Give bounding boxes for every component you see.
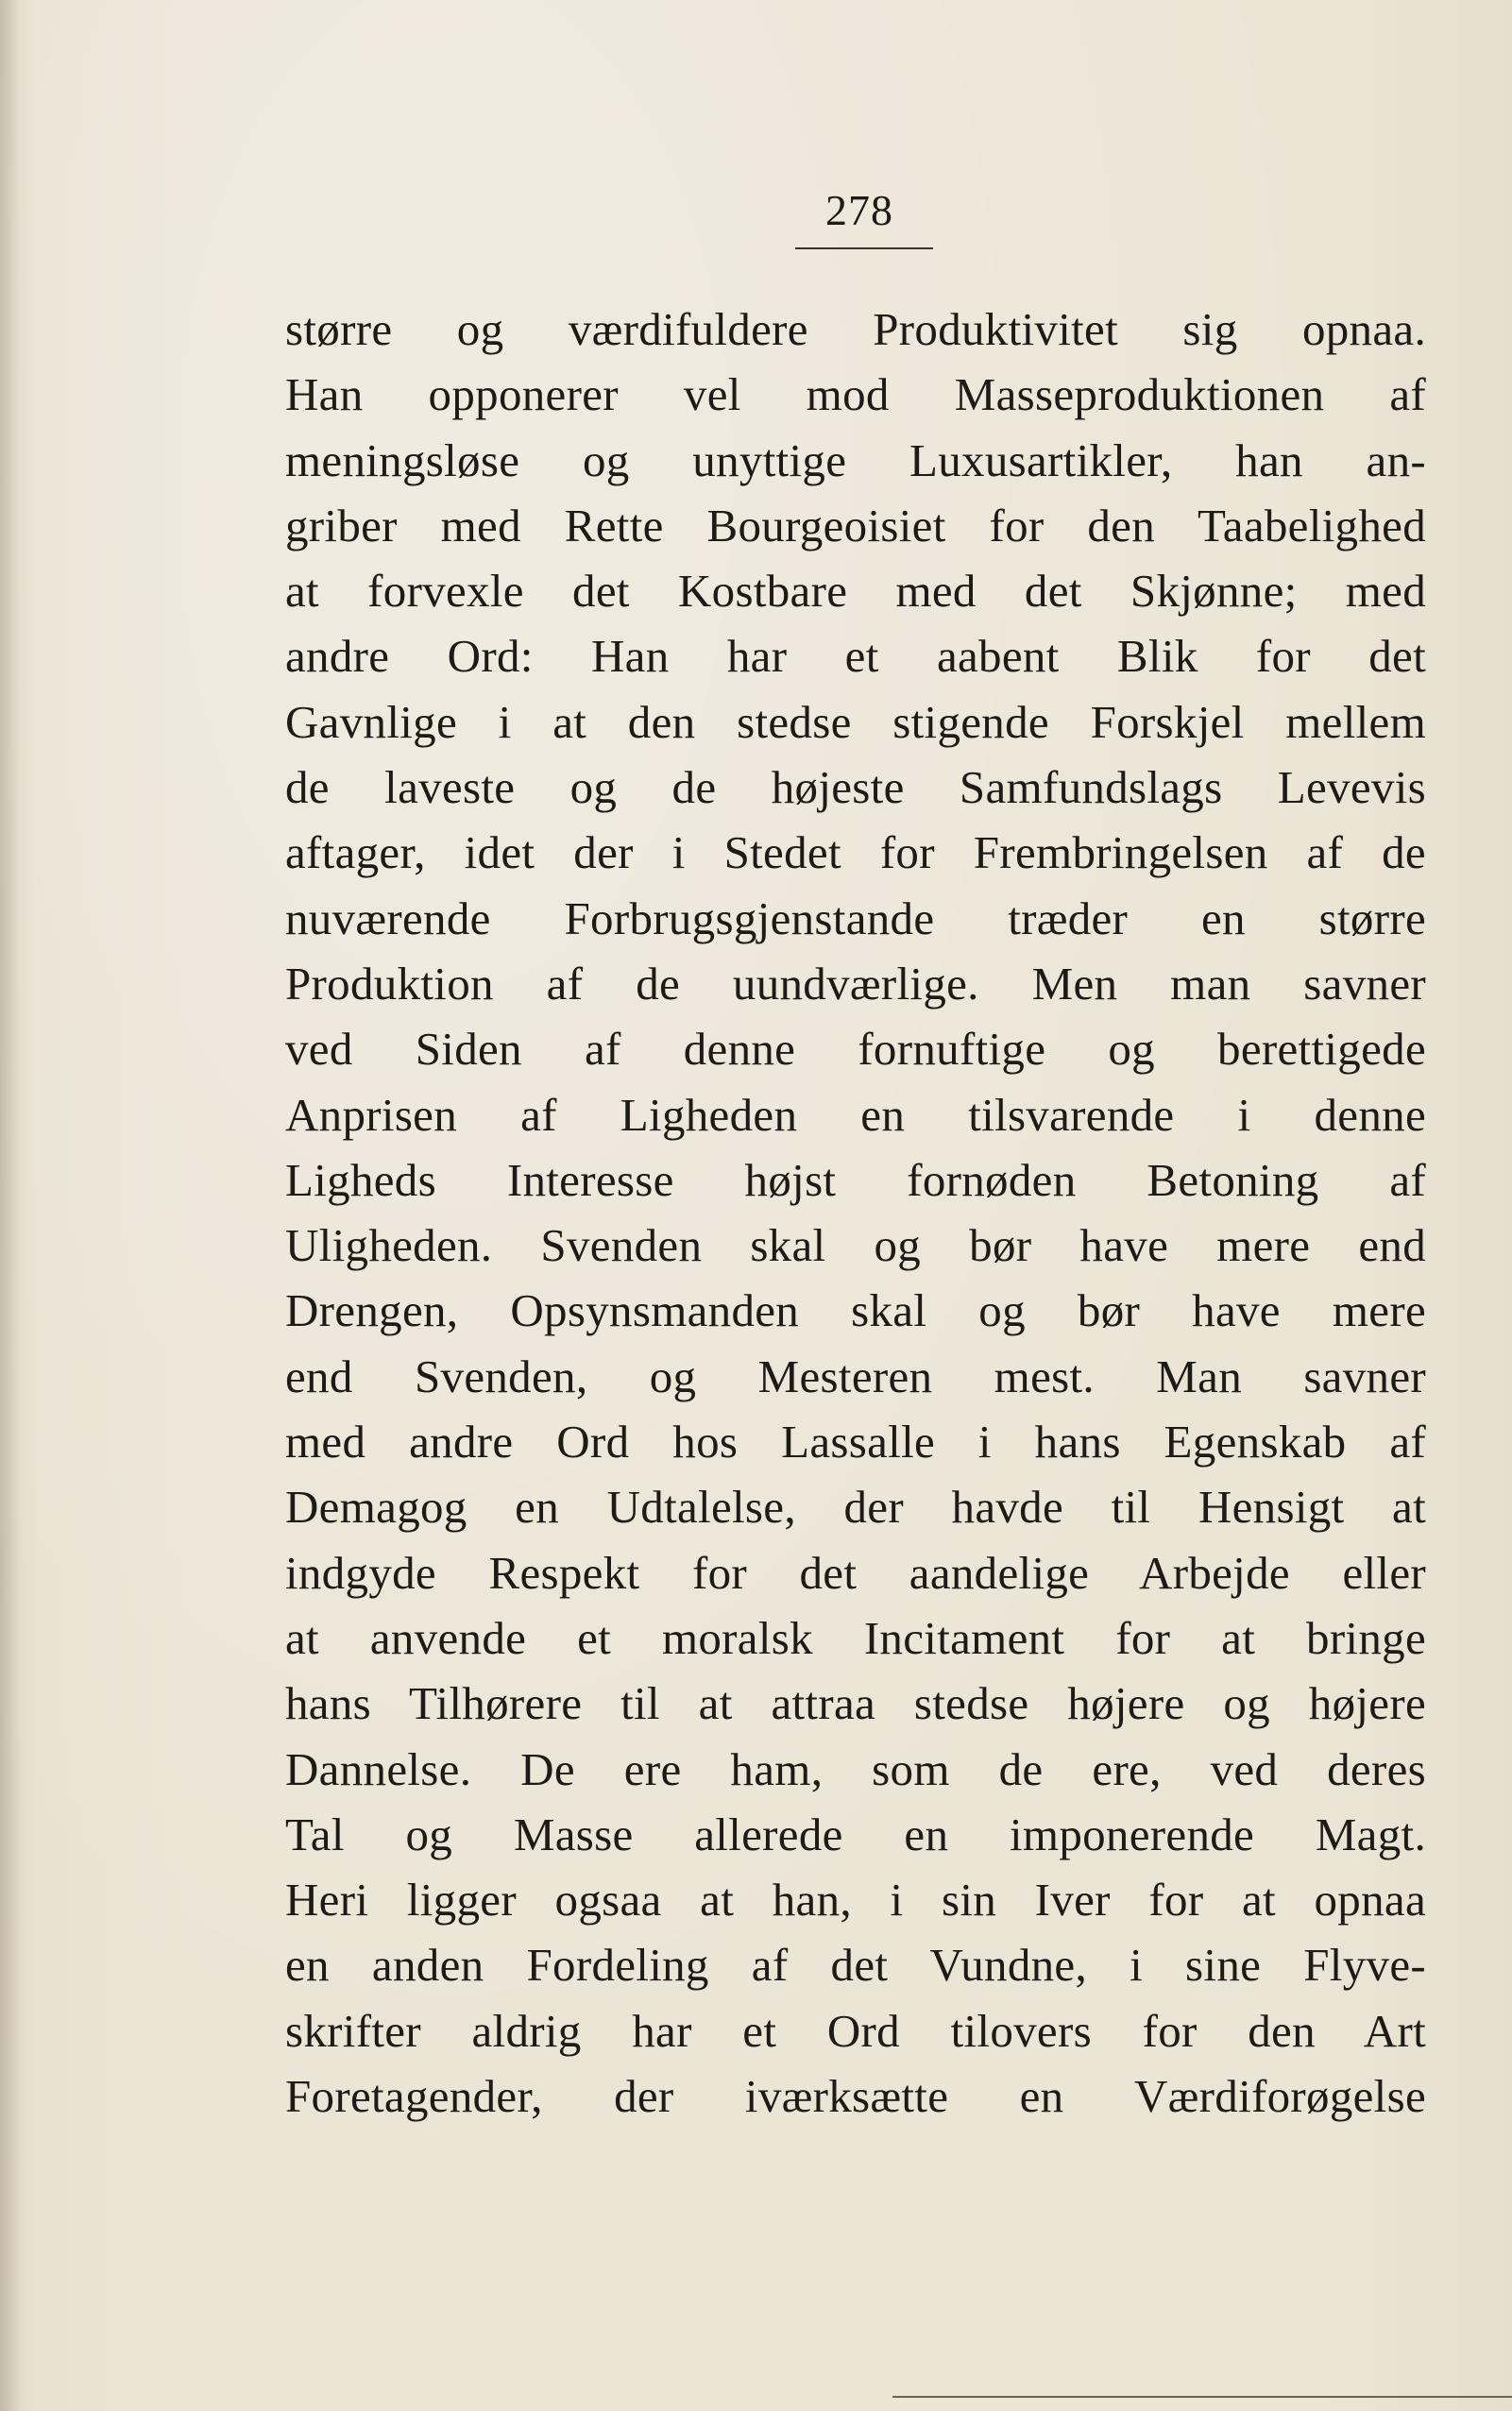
text-line: Gavnlige i at den stedse stigende Forskjel mellem xyxy=(285,695,1426,748)
text-line: de laveste og de højeste Samfundslags Levevis xyxy=(285,761,1426,814)
text-line: Demagog en Udtalelse, der havde til Hensigt at xyxy=(285,1481,1426,1534)
text-line: Drengen, Opsynsmanden skal og bør have mere xyxy=(285,1284,1426,1337)
text-line: nuværende Forbrugsgjenstande træder en større xyxy=(285,891,1426,944)
text-line: med andre Ord hos Lassalle i hans Egenskab af xyxy=(285,1416,1426,1469)
page-number-rule xyxy=(795,247,933,249)
text-line: større og værdifuldere Produktivitet sig opnaa. xyxy=(285,303,1426,355)
text-line: Han opponerer vel mod Masseproduktionen af xyxy=(285,368,1426,421)
text-line: Foretagender, der iværksætte en Værdiforøgelse xyxy=(285,2070,1426,2123)
text-line: Tal og Masse allerede en imponerende Magt. xyxy=(285,1808,1426,1860)
text-line: Ligheds Interesse højst fornøden Betoning af xyxy=(285,1153,1426,1206)
page-binding-shadow xyxy=(0,0,21,2411)
text-line: Produktion af de uundværlige. Men man savner xyxy=(285,957,1426,1010)
text-line: at anvende et moralsk Incitament for at bringe xyxy=(285,1611,1426,1664)
text-line: en anden Fordeling af det Vundne, i sine Flyve- xyxy=(285,1939,1426,1992)
body-text xyxy=(285,297,1426,2129)
text-line: Dannelse. De ere ham, som de ere, ved deres xyxy=(285,1742,1426,1795)
text-line: Anprisen af Ligheden en tilsvarende i denne xyxy=(285,1088,1426,1141)
text-line: Heri ligger ogsaa at han, i sin Iver for at opnaa xyxy=(285,1874,1426,1927)
text-line: aftager, idet der i Stedet for Frembringelsen af de xyxy=(285,826,1426,879)
bottom-edge-rule xyxy=(892,2396,1512,2398)
text-line: griber med Rette Bourgeoisiet for den Taabelighed xyxy=(285,499,1426,552)
text-line: end Svenden, og Mesteren mest. Man savner xyxy=(285,1350,1426,1402)
text-line: skrifter aldrig har et Ord tilovers for den Art xyxy=(285,2004,1426,2057)
text-line: hans Tilhørere til at attraa stedse højere og højere xyxy=(285,1677,1426,1730)
page-number: 278 xyxy=(825,186,893,234)
text-line: andre Ord: Han har et aabent Blik for det xyxy=(285,630,1426,683)
text-line: Uligheden. Svenden skal og bør have mere end xyxy=(285,1219,1426,1272)
text-line: meningsløse og unyttige Luxusartikler, han an- xyxy=(285,433,1426,486)
text-line: at forvexle det Kostbare med det Skjønne; med xyxy=(285,565,1426,618)
text-line: indgyde Respekt for det aandelige Arbejde eller xyxy=(285,1546,1426,1599)
text-line: ved Siden af denne fornuftige og berettigede xyxy=(285,1023,1426,1076)
